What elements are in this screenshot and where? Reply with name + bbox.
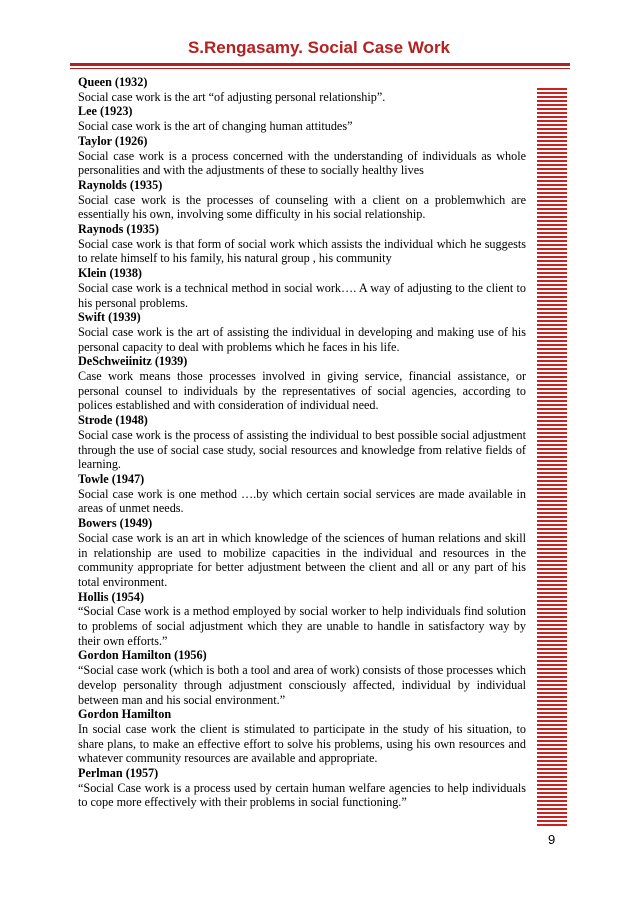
- entry-text: Social case work is a process concerned with the understanding of individuals as whole personalities and with the adjustments of these to socially healthy lives: [78, 148, 526, 178]
- definition-entry: [78, 472, 526, 516]
- definition-entry: [78, 75, 526, 104]
- definition-entry: [78, 104, 526, 133]
- entry-text: Social case work is the art of assisting the individual in developing and making use of his personal capacity to deal with problems which he faces in his life.: [78, 324, 526, 354]
- entry-text: “Social case work (which is both a tool and area of work) consists of those processes which develop personality through adjustment consciously affected, individual by individual between man and his social environment.”: [78, 663, 526, 707]
- entry-text: Social case work is the art “of adjusting personal relationship”.: [78, 89, 386, 104]
- entry-heading: Swift (1939): [78, 310, 141, 325]
- definition-entry: [78, 590, 526, 649]
- definition-entry: [78, 310, 526, 354]
- entry-text: “Social Case work is a method employed by social worker to help individuals find solution to problems of social adjustment which they are unable to handle in satisfactory way by their own efforts.”: [78, 604, 526, 648]
- page-header-title: S.Rengasamy. Social Case Work: [187, 38, 451, 57]
- definition-entry: [78, 707, 526, 766]
- definition-entry: [78, 134, 526, 178]
- entry-text: Social case work is the art of changing human attitudes”: [78, 119, 353, 134]
- entry-text: “Social Case work is a process used by certain human welfare agencies to help individuals to cope more effectively with their problems in social functioning.”: [78, 780, 526, 810]
- definition-entry: [78, 766, 526, 810]
- definition-entry: [78, 266, 526, 310]
- entry-heading: Strode (1948): [78, 413, 148, 428]
- definitions-list: [78, 75, 526, 810]
- definition-entry: [78, 354, 526, 413]
- entry-heading: Lee (1923): [78, 104, 133, 119]
- entry-text: Social case work is an art in which knowledge of the sciences of human relations and skill in relationship are used to mobilize capacities in the individual and resources in the community appropriate for better adjustment between the client and all or any part of his total environment.: [78, 530, 526, 589]
- entry-heading: Perlman (1957): [78, 766, 159, 781]
- decorative-red-stripe-bar: [537, 88, 567, 826]
- entry-heading: Raynods (1935): [78, 222, 159, 237]
- entry-text: Social case work is that form of social work which assists the individual which he suggests to relate himself to his family, his natural group , his community: [78, 236, 526, 266]
- definition-entry: [78, 516, 526, 590]
- entry-heading: Gordon Hamilton (1956): [78, 648, 207, 663]
- entry-heading: DeSchweiinitz (1939): [78, 354, 188, 369]
- entry-text: Social case work is one method ….by which certain social services are made available in areas of unmet needs.: [78, 486, 526, 516]
- entry-text: Social case work is the processes of counseling with a client on a problemwhich are essentially his own, involving some difficulty in his social relationship.: [78, 192, 526, 222]
- entry-heading: Towle (1947): [78, 471, 145, 486]
- entry-heading: Queen (1932): [78, 75, 148, 89]
- entry-heading: Gordon Hamilton: [78, 707, 172, 722]
- definition-entry: [78, 413, 526, 472]
- entry-text: In social case work the client is stimulated to participate in the study of his situation, to share plans, to make an effective effort to solve his problems, using his own resources and whatever community resources are available and appropriate.: [78, 721, 526, 766]
- definition-entry: [78, 222, 526, 266]
- entry-heading: Klein (1938): [78, 266, 142, 281]
- entry-heading: Raynolds (1935): [78, 177, 163, 192]
- definition-entry: [78, 648, 526, 707]
- header-rule-thin: [70, 68, 570, 69]
- header-rule-thick: [70, 63, 570, 66]
- page-number: 9: [548, 832, 556, 847]
- entry-heading: Taylor (1926): [78, 133, 148, 148]
- entry-text: Social case work is a technical method in social work…. A way of adjusting to the client to his personal problems.: [78, 280, 526, 310]
- entry-heading: Bowers (1949): [78, 516, 153, 531]
- entry-heading: Hollis (1954): [78, 589, 145, 604]
- definition-entry: [78, 178, 526, 222]
- entry-text: Case work means those processes involved in giving service, financial assistance, or personal counsel to individuals by the representatives of social agencies, according to polices established and with consideration of individual need.: [78, 369, 526, 413]
- entry-text: Social case work is the process of assisting the individual to best possible social adjustment through the use of social case study, social resources and knowledge from relative fields of learning.: [78, 427, 526, 472]
